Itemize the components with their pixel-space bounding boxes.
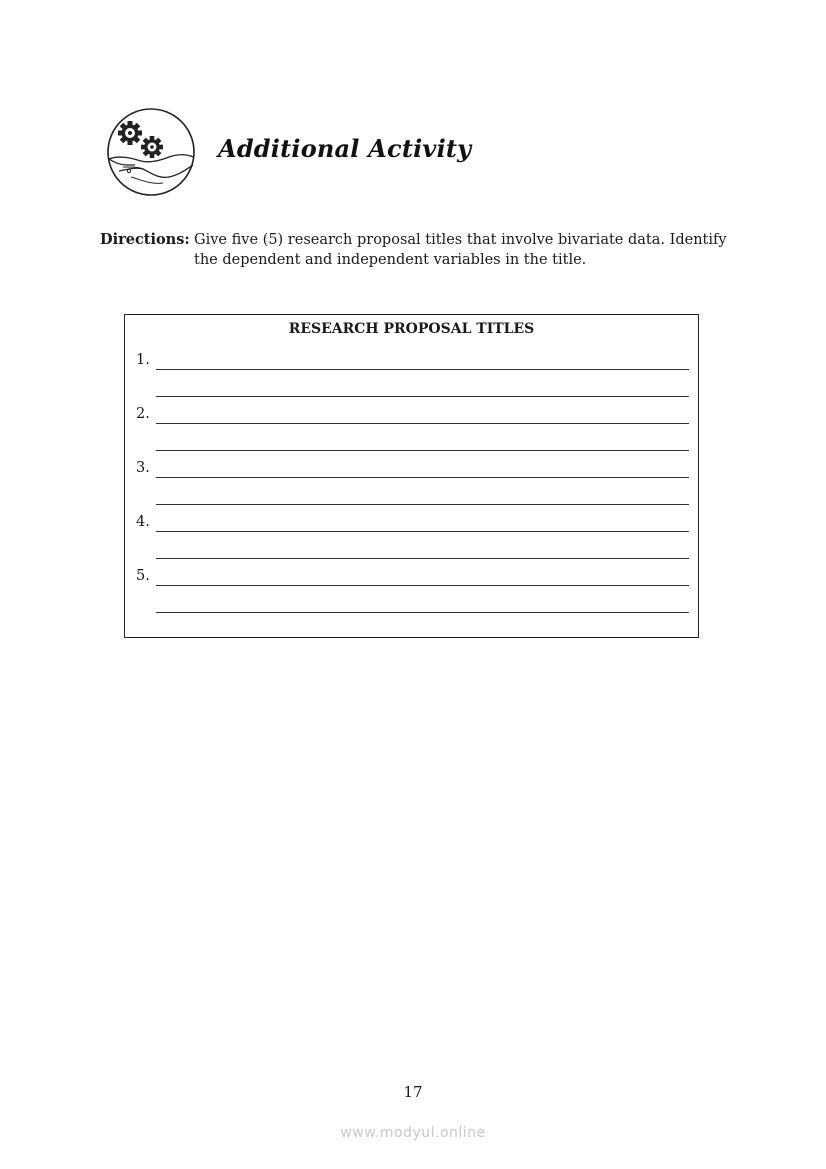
- answer-line[interactable]: [156, 450, 689, 451]
- list-item: [125, 406, 700, 456]
- answer-line[interactable]: [156, 531, 689, 532]
- item-number: 1.: [136, 352, 150, 368]
- answer-line[interactable]: [156, 612, 689, 613]
- page-number: 17: [403, 1083, 423, 1101]
- item-number: 2.: [136, 406, 150, 422]
- answer-line[interactable]: [156, 423, 689, 424]
- directions-text: Give five (5) research proposal titles that involve bivariate data. Identify the dependent and independent variables in the title.: [194, 232, 727, 268]
- answer-line[interactable]: [156, 369, 689, 370]
- item-number: 4.: [136, 514, 150, 530]
- answer-line[interactable]: [156, 504, 689, 505]
- list-item: [125, 460, 700, 510]
- answer-line[interactable]: [156, 477, 689, 478]
- table-title: RESEARCH PROPOSAL TITLES: [288, 321, 535, 337]
- section-title: Additional Activity: [218, 134, 472, 163]
- list-item: [125, 514, 700, 564]
- list-item: [125, 568, 700, 618]
- answer-table: [124, 314, 699, 638]
- item-number: 5.: [136, 568, 150, 584]
- gears-on-hand-icon: [105, 107, 197, 197]
- item-number: 3.: [136, 460, 150, 476]
- answer-line[interactable]: [156, 585, 689, 586]
- answer-line[interactable]: [156, 558, 689, 559]
- answer-line[interactable]: [156, 396, 689, 397]
- directions-label: Directions:: [100, 231, 190, 248]
- list-item: [125, 352, 700, 402]
- watermark: www.modyul.online: [340, 1125, 486, 1141]
